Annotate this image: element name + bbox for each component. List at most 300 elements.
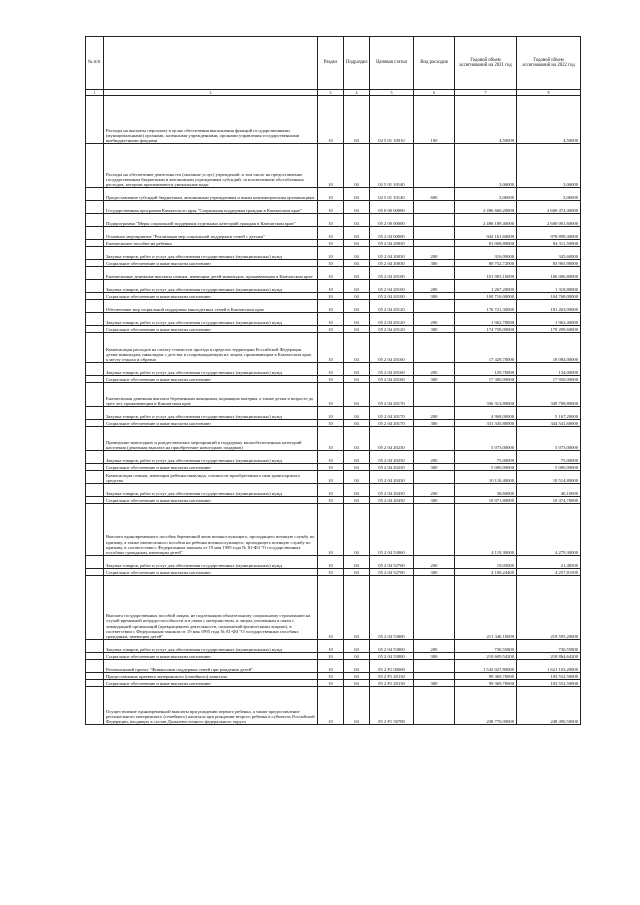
- cell-target: 05 2 04 20100: [370, 267, 414, 280]
- cell-2022: 4,50000: [517, 96, 581, 144]
- table-row: [86, 313, 581, 326]
- cell-podrazdel: 04: [344, 293, 370, 300]
- cell-podrazdel: 04: [344, 660, 370, 673]
- table-row: [86, 383, 581, 407]
- cell-target: 05 2 04 20170: [370, 383, 414, 407]
- cell-razdel: 10: [318, 556, 344, 569]
- cell-num: [86, 464, 104, 471]
- cell-num: [86, 293, 104, 300]
- cell-name: Социальное обеспечение и иные выплаты населению: [104, 376, 318, 383]
- cell-2021: 211 340,10000: [455, 576, 517, 640]
- cell-2021: 944 161,60000: [455, 227, 517, 240]
- cell-2021: 331 345,80000: [455, 420, 517, 427]
- cell-podrazdel: 04: [344, 407, 370, 420]
- cell-target: 05 2 04 20230: [370, 427, 414, 451]
- cell-vid: [414, 383, 455, 407]
- cell-2022: 18 084,00000: [517, 333, 581, 363]
- cell-2021: 19,05000: [455, 556, 517, 569]
- cell-num: [86, 333, 104, 363]
- colnum-4: 4: [344, 90, 370, 96]
- cell-podrazdel: 04: [344, 576, 370, 640]
- cell-2022: 3,06000: [517, 144, 581, 188]
- cell-vid: 100: [414, 96, 455, 144]
- cell-target: 05 2 04 20160: [370, 333, 414, 363]
- cell-target: 02 5 01 10140: [370, 188, 414, 201]
- cell-target: 05 2 00 00000: [370, 214, 414, 227]
- cell-razdel: 10: [318, 293, 344, 300]
- cell-name: Компенсация семьям, имеющим ребенка-инвалида, стоимости приобретенного ими транспортного средства: [104, 471, 318, 484]
- cell-2021: 81 068,80000: [455, 240, 517, 247]
- cell-2022: 84 311,50000: [517, 240, 581, 247]
- cell-name: Основное мероприятие "Реализация мер социальной поддержки семей с детьми": [104, 227, 318, 240]
- header-name: [104, 37, 318, 90]
- cell-num: [86, 451, 104, 464]
- cell-podrazdel: 04: [344, 673, 370, 680]
- cell-razdel: 10: [318, 96, 344, 144]
- cell-podrazdel: 04: [344, 504, 370, 556]
- cell-num: [86, 144, 104, 188]
- cell-2021: 129,70000: [455, 363, 517, 376]
- header-podrazdel: Подраздел: [344, 37, 370, 90]
- cell-razdel: 10: [318, 471, 344, 484]
- cell-name: Закупка товаров, работ и услуг для обеспечения государственных (муниципальных) нужд: [104, 363, 318, 376]
- cell-podrazdel: 04: [344, 484, 370, 497]
- table-row: [86, 96, 581, 144]
- cell-2021: 10 110,40000: [455, 471, 517, 484]
- colnum-8: 8: [517, 90, 581, 96]
- table-row: [86, 673, 581, 680]
- cell-vid: 300: [414, 293, 455, 300]
- colnum-2: 2: [104, 90, 318, 96]
- cell-num: [86, 326, 104, 333]
- cell-num: [86, 427, 104, 451]
- cell-2022: 978 898,40000: [517, 227, 581, 240]
- cell-podrazdel: 04: [344, 267, 370, 280]
- cell-podrazdel: 04: [344, 313, 370, 326]
- cell-vid: 200: [414, 484, 455, 497]
- cell-2021: 176 721,30000: [455, 300, 517, 313]
- table-row: [86, 144, 581, 188]
- table-row: [86, 363, 581, 376]
- header-num: № п/п: [86, 37, 104, 90]
- table-row: [86, 407, 581, 420]
- cell-razdel: 10: [318, 504, 344, 556]
- cell-2021: 75,00000: [455, 451, 517, 464]
- table-row: [86, 293, 581, 300]
- cell-target: 05 2 04 20030: [370, 247, 414, 260]
- cell-vid: 600: [414, 188, 455, 201]
- cell-name: Социальное обеспечение и иные выплаты населению: [104, 569, 318, 576]
- cell-num: [86, 660, 104, 673]
- cell-razdel: 10: [318, 326, 344, 333]
- cell-vid: 200: [414, 640, 455, 653]
- cell-name: Закупка товаров, работ и услуг для обеспечения государственных (муниципальных) нужд: [104, 313, 318, 326]
- cell-2022: 1 621 103,20000: [517, 660, 581, 673]
- cell-2022: 344 541,60000: [517, 420, 581, 427]
- cell-target: 05 2 P1 20130: [370, 680, 414, 687]
- cell-2021: 4 119,30000: [455, 504, 517, 556]
- cell-2022: 134,00000: [517, 363, 581, 376]
- budget-table: [85, 36, 581, 725]
- cell-2021: 2 486 660,20000: [455, 201, 517, 214]
- cell-vid: [414, 427, 455, 451]
- cell-num: [86, 240, 104, 247]
- cell-2022: 4 279,30000: [517, 504, 581, 556]
- cell-2021: 17 429,70000: [455, 333, 517, 363]
- cell-vid: 300: [414, 569, 455, 576]
- cell-2022: 345,60000: [517, 247, 581, 260]
- cell-2021: 5 000,00000: [455, 464, 517, 471]
- cell-podrazdel: 04: [344, 471, 370, 484]
- cell-podrazdel: 04: [344, 188, 370, 201]
- cell-razdel: 10: [318, 247, 344, 260]
- cell-target: 05 2 P1 50780: [370, 687, 414, 725]
- cell-2022: 104 768,00000: [517, 293, 581, 300]
- cell-vid: [414, 201, 455, 214]
- cell-podrazdel: 04: [344, 227, 370, 240]
- cell-2021: 1 542 027,80000: [455, 660, 517, 673]
- cell-target: 05 2 P1 00000: [370, 660, 414, 673]
- cell-podrazdel: 04: [344, 363, 370, 376]
- cell-podrazdel: 04: [344, 144, 370, 188]
- cell-num: [86, 227, 104, 240]
- table-row: [86, 376, 581, 383]
- cell-num: [86, 280, 104, 293]
- cell-razdel: 10: [318, 300, 344, 313]
- cell-podrazdel: 04: [344, 260, 370, 267]
- cell-razdel: 10: [318, 640, 344, 653]
- cell-target: 05 2 P1 20130: [370, 673, 414, 680]
- cell-target: 05 2 04 20430: [370, 484, 414, 497]
- cell-name: Региональный проект "Финансовая поддержка семей при рождении детей": [104, 660, 318, 673]
- cell-2022: 5 075,00000: [517, 427, 581, 451]
- table-row: [86, 247, 581, 260]
- cell-name: Социальное обеспечение и иные выплаты населению: [104, 293, 318, 300]
- cell-2021: 3,06000: [455, 144, 517, 188]
- cell-razdel: 10: [318, 280, 344, 293]
- cell-name: Ежемесячная денежная выплата беременным женщинам, кормящим матерям, а также детям в возрасте до трех лет, проживающим в Камчатском крае: [104, 383, 318, 407]
- table-row: [86, 267, 581, 280]
- cell-2022: 103 552,50000: [517, 680, 581, 687]
- cell-razdel: 10: [318, 363, 344, 376]
- cell-num: [86, 267, 104, 280]
- cell-target: 05 2 04 53800: [370, 640, 414, 653]
- cell-target: 05 2 04 53800: [370, 576, 414, 640]
- cell-2022: 349 708,80000: [517, 383, 581, 407]
- cell-name: Ежемесячные денежные выплаты семьям, имеющим детей-инвалидов, проживающим в Камчатском крае: [104, 267, 318, 280]
- cell-razdel: 10: [318, 484, 344, 497]
- cell-vid: [414, 240, 455, 247]
- cell-podrazdel: 04: [344, 640, 370, 653]
- table-row: [86, 484, 581, 497]
- cell-razdel: 10: [318, 313, 344, 326]
- cell-razdel: 10: [318, 451, 344, 464]
- cell-razdel: 10: [318, 333, 344, 363]
- cell-num: [86, 687, 104, 725]
- cell-podrazdel: 04: [344, 680, 370, 687]
- cell-razdel: 10: [318, 464, 344, 471]
- cell-name: Подпрограмма "Меры социальной поддержки отдельных категорий граждан в Камчатском крае": [104, 214, 318, 227]
- cell-target: 05 2 04 52700: [370, 569, 414, 576]
- cell-2021: 100 716,00000: [455, 293, 517, 300]
- cell-target: 05 2 04 20100: [370, 280, 414, 293]
- table-row: [86, 227, 581, 240]
- cell-vid: [414, 504, 455, 556]
- cell-num: [86, 96, 104, 144]
- cell-razdel: 10: [318, 569, 344, 576]
- cell-podrazdel: 04: [344, 280, 370, 293]
- cell-name: Расходы на выплаты персоналу в целях обеспечения выполнения функций государственными (муниципальными) органами, казенными учреждениями, органами управления государственными внебюджетными фондами: [104, 96, 318, 144]
- cell-vid: [414, 333, 455, 363]
- cell-2022: 181 263,00000: [517, 300, 581, 313]
- table-row: [86, 464, 581, 471]
- cell-num: [86, 556, 104, 569]
- cell-razdel: 10: [318, 680, 344, 687]
- table-row: [86, 333, 581, 363]
- cell-target: 05 2 04 20170: [370, 407, 414, 420]
- cell-target: 02 5 01 10010: [370, 96, 414, 144]
- cell-podrazdel: 04: [344, 214, 370, 227]
- cell-name: Закупка товаров, работ и услуг для обеспечения государственных (муниципальных) нужд: [104, 556, 318, 569]
- cell-name: Закупка товаров, работ и услуг для обеспечения государственных (муниципальных) нужд: [104, 451, 318, 464]
- cell-vid: 200: [414, 451, 455, 464]
- cell-target: 05 2 04 20430: [370, 471, 414, 484]
- table-row: [86, 188, 581, 201]
- table-row: [86, 687, 581, 725]
- cell-2021: 10 071,80000: [455, 497, 517, 504]
- cell-name: Социальное обеспечение и иные выплаты населению: [104, 420, 318, 427]
- table-row: [86, 569, 581, 576]
- cell-2022: 83 965,90000: [517, 260, 581, 267]
- cell-2022: 10 474,70000: [517, 497, 581, 504]
- table-row: [86, 640, 581, 653]
- cell-2021: 2 486 189,40000: [455, 214, 517, 227]
- cell-2022: 40,10000: [517, 484, 581, 497]
- cell-razdel: 10: [318, 267, 344, 280]
- cell-razdel: 10: [318, 687, 344, 725]
- cell-target: 05 2 04 20230: [370, 464, 414, 471]
- cell-razdel: 10: [318, 240, 344, 247]
- cell-2022: 1 318,80000: [517, 280, 581, 293]
- table-row: [86, 576, 581, 640]
- cell-podrazdel: 04: [344, 687, 370, 725]
- cell-vid: 300: [414, 326, 455, 333]
- cell-name: Предоставление субсидий бюджетным, автономным учреждениям и иным некоммерческим организациям: [104, 188, 318, 201]
- cell-num: [86, 484, 104, 497]
- table-row: [86, 504, 581, 556]
- cell-vid: 200: [414, 247, 455, 260]
- cell-num: [86, 376, 104, 383]
- cell-2022: 75,00000: [517, 451, 581, 464]
- header-vid: Вид расходов: [414, 37, 455, 90]
- cell-vid: [414, 576, 455, 640]
- cell-razdel: 10: [318, 660, 344, 673]
- cell-num: [86, 201, 104, 214]
- table-row: [86, 471, 581, 484]
- cell-num: [86, 497, 104, 504]
- table-row: [86, 653, 581, 660]
- table-row: [86, 427, 581, 451]
- cell-name: Осуществление единовременной выплаты при рождении первого ребенка, а также предоставление регионального материнского (семейного) капитала при рождении второго ребенка в субъектах Российской Федерации, входящих в состав Дальневосточного федерального округа: [104, 687, 318, 725]
- cell-vid: [414, 267, 455, 280]
- cell-vid: 300: [414, 420, 455, 427]
- cell-num: [86, 504, 104, 556]
- cell-num: [86, 680, 104, 687]
- cell-razdel: 10: [318, 214, 344, 227]
- cell-num: [86, 214, 104, 227]
- cell-target: 05 2 04 52700: [370, 556, 414, 569]
- cell-2022: 2 600 001,60000: [517, 214, 581, 227]
- cell-podrazdel: 04: [344, 247, 370, 260]
- cell-name: Государственная программа Камчатского края "Социальная поддержка граждан в Камчатском крае": [104, 201, 318, 214]
- cell-2022: 179 299,60000: [517, 326, 581, 333]
- cell-2022: 5 167,20000: [517, 407, 581, 420]
- cell-vid: 200: [414, 363, 455, 376]
- cell-name: Выплата единовременного пособия беременной жене военнослужащего, проходящего военную службу по призыву, а также ежемесячного пособия на ребенка военнослужащего, проходящего военную службу по призыву, в соответствии с Федеральным законом от 19 мая 1995 года № 81-ФЗ "О государственных пособиях гражданам, имеющим детей": [104, 504, 318, 556]
- cell-name: Предоставление краевого материнского (семейного) капитала: [104, 673, 318, 680]
- header-2022: Годовой объем ассигнований на 2022 год: [517, 37, 581, 90]
- cell-name: Закупка товаров, работ и услуг для обеспечения государственных (муниципальных) нужд: [104, 484, 318, 497]
- table-body: [86, 96, 581, 725]
- cell-2021: 4 968,00000: [455, 407, 517, 420]
- cell-name: Закупка товаров, работ и услуг для обеспечения государственных (муниципальных) нужд: [104, 640, 318, 653]
- cell-name: Социальное обеспечение и иные выплаты населению: [104, 260, 318, 267]
- cell-2022: 219 595,20000: [517, 576, 581, 640]
- cell-vid: 200: [414, 556, 455, 569]
- cell-target: 05 2 04 20160: [370, 363, 414, 376]
- cell-podrazdel: 04: [344, 96, 370, 144]
- table-row: [86, 497, 581, 504]
- cell-target: 05 2 04 20160: [370, 376, 414, 383]
- cell-vid: 300: [414, 464, 455, 471]
- cell-2021: 1 267,20000: [455, 280, 517, 293]
- cell-num: [86, 576, 104, 640]
- cell-podrazdel: 04: [344, 420, 370, 427]
- cell-2021: 80 752,72000: [455, 260, 517, 267]
- cell-2021: 174 758,00000: [455, 326, 517, 333]
- cell-2021: 99 369,70000: [455, 673, 517, 680]
- cell-podrazdel: 04: [344, 376, 370, 383]
- cell-target: 05 2 04 20100: [370, 293, 414, 300]
- cell-name: Компенсация расходов на оплату стоимости проезда в пределах территории Российской Федерации детям-инвалидам, инвалидам с детства и сопровождающим их лицам, проживающим в Камчатском крае, к месту отдыха и обратно: [104, 333, 318, 363]
- colnum-7: 7: [455, 90, 517, 96]
- cell-razdel: 10: [318, 188, 344, 201]
- cell-target: 05 2 04 20120: [370, 326, 414, 333]
- cell-2022: 1 963,40000: [517, 313, 581, 326]
- cell-target: 05 2 04 20120: [370, 313, 414, 326]
- cell-target: 05 2 04 20120: [370, 300, 414, 313]
- table-row: [86, 660, 581, 673]
- cell-num: [86, 640, 104, 653]
- cell-name: Проведение новогодних и рождественских мероприятий в поддержку малообеспеченных категорий населения (денежная выплата на приобретение новогодних подарков): [104, 427, 318, 451]
- cell-target: 05 2 04 20430: [370, 497, 414, 504]
- cell-podrazdel: 04: [344, 556, 370, 569]
- cell-vid: 300: [414, 653, 455, 660]
- cell-razdel: 10: [318, 144, 344, 188]
- cell-name: Социальное обеспечение и иные выплаты населению: [104, 464, 318, 471]
- cell-target: 02 5 01 10140: [370, 144, 414, 188]
- cell-num: [86, 247, 104, 260]
- cell-razdel: 10: [318, 673, 344, 680]
- colnum-1: 1: [86, 90, 104, 96]
- cell-podrazdel: 04: [344, 569, 370, 576]
- cell-podrazdel: 04: [344, 497, 370, 504]
- cell-target: 05 2 04 20170: [370, 420, 414, 427]
- cell-vid: [414, 673, 455, 680]
- cell-razdel: 10: [318, 420, 344, 427]
- cell-vid: [414, 471, 455, 484]
- cell-2022: 21,48500: [517, 556, 581, 569]
- cell-num: [86, 383, 104, 407]
- cell-name: Социальное обеспечение и иные выплаты населению: [104, 653, 318, 660]
- cell-2022: 3,06000: [517, 188, 581, 201]
- cell-2021: 101 983,10000: [455, 267, 517, 280]
- cell-vid: 200: [414, 313, 455, 326]
- cell-vid: 300: [414, 260, 455, 267]
- cell-2022: 5 000,00000: [517, 464, 581, 471]
- cell-2021: 1 962,70000: [455, 313, 517, 326]
- cell-2021: 38,60000: [455, 484, 517, 497]
- cell-2021: 336 313,80000: [455, 383, 517, 407]
- cell-name: Социальное обеспечение и иные выплаты населению: [104, 497, 318, 504]
- cell-num: [86, 300, 104, 313]
- cell-2022: 2 600 472,40000: [517, 201, 581, 214]
- table-row: [86, 260, 581, 267]
- cell-2021: 210 609,54200: [455, 653, 517, 660]
- cell-num: [86, 569, 104, 576]
- cell-num: [86, 407, 104, 420]
- header-razdel: Раздел: [318, 37, 344, 90]
- cell-2021: 5 075,00000: [455, 427, 517, 451]
- header-target: Целевая статья: [370, 37, 414, 90]
- cell-vid: [414, 214, 455, 227]
- cell-target: 05 2 04 20030: [370, 260, 414, 267]
- cell-razdel: 10: [318, 227, 344, 240]
- cell-num: [86, 653, 104, 660]
- table-row: [86, 240, 581, 247]
- cell-name: Расходы на обеспечение деятельности (оказание услуг) учреждений, в том числе на предоставление государственным бюджетным и автономным учреждениям субсидий, за исключением обособленных расходов, которым присваиваются уникальные коды: [104, 144, 318, 188]
- cell-name: Закупка товаров, работ и услуг для обеспечения государственных (муниципальных) нужд: [104, 247, 318, 260]
- cell-vid: 300: [414, 497, 455, 504]
- cell-vid: [414, 687, 455, 725]
- table-row: [86, 680, 581, 687]
- cell-razdel: 10: [318, 383, 344, 407]
- cell-target: 05 0 00 00000: [370, 201, 414, 214]
- cell-vid: [414, 300, 455, 313]
- cell-vid: 300: [414, 680, 455, 687]
- cell-2022: 103 552,50000: [517, 673, 581, 680]
- colnum-3: 3: [318, 90, 344, 96]
- cell-num: [86, 313, 104, 326]
- cell-razdel: 10: [318, 427, 344, 451]
- cell-vid: 300: [414, 376, 455, 383]
- cell-num: [86, 363, 104, 376]
- cell-podrazdel: 04: [344, 240, 370, 247]
- cell-razdel: 10: [318, 407, 344, 420]
- cell-2021: 730,55800: [455, 640, 517, 653]
- cell-vid: [414, 227, 455, 240]
- cell-target: 05 2 04 00000: [370, 227, 414, 240]
- cell-podrazdel: 04: [344, 451, 370, 464]
- cell-target: 05 2 04 53800: [370, 653, 414, 660]
- cell-2022: 4 257,81500: [517, 569, 581, 576]
- cell-num: [86, 188, 104, 201]
- cell-vid: [414, 144, 455, 188]
- cell-podrazdel: 04: [344, 201, 370, 214]
- cell-name: Социальное обеспечение и иные выплаты населению: [104, 680, 318, 687]
- cell-num: [86, 471, 104, 484]
- cell-2022: 10 514,80000: [517, 471, 581, 484]
